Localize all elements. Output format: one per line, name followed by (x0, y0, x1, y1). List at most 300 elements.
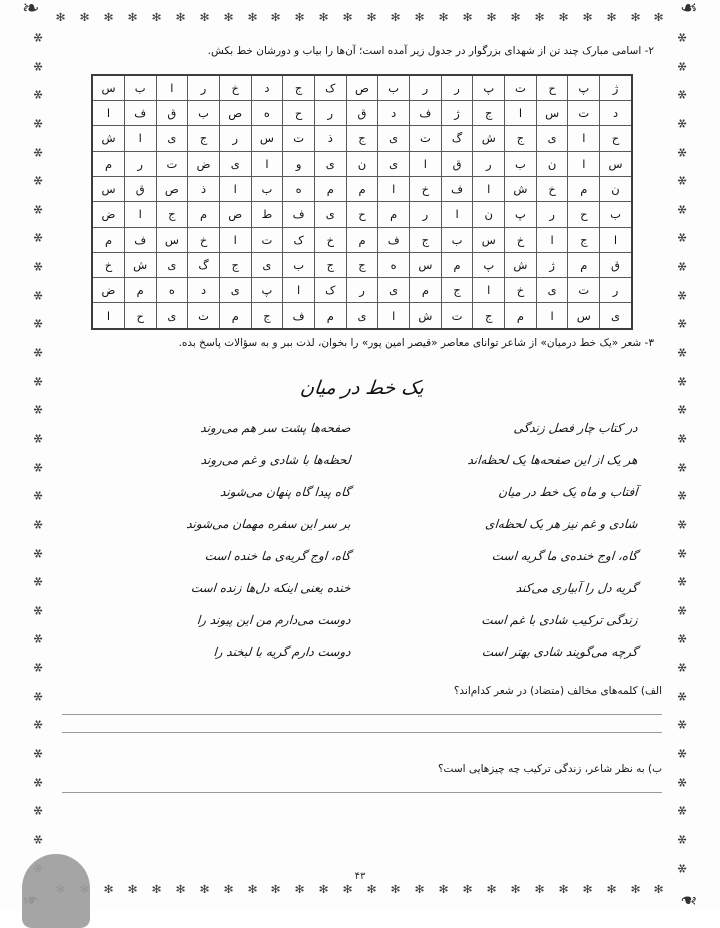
wordsearch-cell[interactable]: ا (378, 176, 410, 201)
wordsearch-cell[interactable]: م (219, 303, 251, 329)
border-ornament-icon: ✻ (675, 547, 689, 559)
wordsearch-row (92, 75, 632, 101)
wordsearch-cell[interactable]: ق (600, 252, 632, 277)
border-ornament-icon: ✻ (630, 882, 641, 896)
border-ornament-icon: ✻ (31, 490, 45, 501)
wordsearch-cell[interactable]: خ (219, 75, 251, 101)
wordsearch-cell[interactable]: ف (378, 227, 410, 252)
wordsearch-cell[interactable]: س (92, 176, 124, 201)
wordsearch-cell[interactable]: ی (378, 126, 410, 151)
wordsearch-cell[interactable]: د (600, 101, 632, 126)
thumb-artifact (22, 854, 90, 928)
wordsearch-cell[interactable]: ش (505, 176, 537, 201)
border-ornament-icon: ✻ (414, 882, 425, 896)
wordsearch-cell[interactable]: خ (536, 176, 568, 201)
wordsearch-row (92, 303, 632, 329)
border-ornament-icon: ✻ (223, 10, 234, 24)
border-ornament-icon: ✻ (31, 834, 45, 845)
answer-line-b-1[interactable] (62, 791, 662, 793)
wordsearch-cell[interactable]: م (441, 252, 473, 277)
wordsearch-cell[interactable]: خ (505, 227, 537, 252)
poem-line (78, 549, 646, 563)
wordsearch-cell[interactable]: ی (600, 303, 632, 329)
border-ornament-icon: ✻ (342, 10, 353, 24)
border-ornament-icon: ✻ (510, 10, 521, 24)
poem-hemistich-left: صفحه‌ها پشت سر هم می‌روند (199, 421, 352, 436)
border-ornament-icon: ✻ (438, 882, 449, 896)
wordsearch-cell[interactable]: م (346, 176, 378, 201)
wordsearch-cell[interactable]: ج (283, 75, 315, 101)
wordsearch-cell[interactable]: م (346, 227, 378, 252)
wordsearch-cell[interactable]: ا (156, 75, 188, 101)
wordsearch-cell[interactable]: ا (600, 227, 632, 252)
corner-ornament-top-left-icon: ❧ (22, 0, 40, 20)
wordsearch-cell[interactable]: د (251, 75, 283, 101)
wordsearch-cell[interactable]: ج (346, 252, 378, 277)
wordsearch-cell[interactable]: ش (92, 126, 124, 151)
wordsearch-cell[interactable]: ب (251, 176, 283, 201)
border-ornament-icon: ✻ (414, 10, 425, 24)
wordsearch-cell[interactable]: ج (251, 303, 283, 329)
wordsearch-cell[interactable]: ی (251, 252, 283, 277)
wordsearch-cell[interactable]: ر (314, 101, 346, 126)
wordsearch-cell[interactable]: ه (378, 252, 410, 277)
wordsearch-cell[interactable]: ر (410, 202, 442, 227)
wordsearch-cell[interactable]: ی (314, 202, 346, 227)
poem-line (78, 613, 646, 627)
wordsearch-cell[interactable]: ر (600, 278, 632, 303)
wordsearch-cell[interactable]: ج (473, 303, 505, 329)
border-ornament-icon: ✻ (199, 10, 210, 24)
wordsearch-cell[interactable]: ا (568, 126, 600, 151)
wordsearch-cell[interactable]: ف (283, 202, 315, 227)
poem-hemistich-left: دوست می‌دارم من این پیوند را (196, 613, 352, 628)
wordsearch-cell[interactable]: و (283, 151, 315, 176)
border-ornament-icon: ✻ (675, 719, 689, 730)
poem-hemistich-left: لحظه‌ها با شادی و غم می‌روند (200, 453, 352, 468)
border-ornament-icon: ✻ (31, 576, 45, 587)
wordsearch-cell[interactable]: ی (346, 303, 378, 329)
border-ornament-icon: ✻ (31, 777, 45, 788)
wordsearch-cell[interactable]: ی (536, 278, 568, 303)
border-ornament-icon: ✻ (151, 882, 162, 896)
wordsearch-cell[interactable]: پ (251, 278, 283, 303)
border-ornament-icon: ✻ (653, 10, 664, 24)
page-number: ۴۳ (354, 871, 366, 882)
wordsearch-cell[interactable]: ب (505, 151, 537, 176)
wordsearch-body (92, 75, 632, 329)
wordsearch-cell[interactable]: ه (156, 278, 188, 303)
poem-hemistich-right: شادی و غم نیز هر یک لحظه‌ای (485, 517, 639, 532)
wordsearch-row (92, 252, 632, 277)
border-ornament-icon: ✻ (675, 662, 689, 673)
wordsearch-cell[interactable]: ا (473, 278, 505, 303)
wordsearch-cell[interactable]: ت (568, 278, 600, 303)
border-ornament-icon: ✻ (318, 882, 329, 896)
wordsearch-cell[interactable]: ف (124, 227, 156, 252)
answer-line-a-1[interactable] (62, 713, 662, 715)
wordsearch-cell[interactable]: ن (346, 151, 378, 176)
wordsearch-row (92, 126, 632, 151)
wordsearch-cell[interactable]: ض (188, 151, 220, 176)
poem-hemistich-right: گاه، اوج خنده‌ی ما گریه است (491, 549, 639, 564)
border-ornaments-right (671, 32, 693, 874)
border-ornament-icon: ✻ (606, 882, 617, 896)
wordsearch-cell[interactable]: ذ (188, 176, 220, 201)
border-ornament-icon: ✻ (675, 232, 689, 244)
border-ornament-icon: ✻ (247, 882, 258, 896)
wordsearch-cell[interactable]: م (188, 202, 220, 227)
border-ornament-icon: ✻ (366, 882, 377, 896)
wordsearch-cell[interactable]: ا (92, 101, 124, 126)
wordsearch-cell[interactable]: ا (536, 303, 568, 329)
wordsearch-cell[interactable]: ش (473, 126, 505, 151)
border-ornament-icon: ✻ (390, 10, 401, 24)
wordsearch-cell[interactable]: ش (124, 252, 156, 277)
wordsearch-cell[interactable]: ت (251, 227, 283, 252)
wordsearch-cell[interactable]: ب (600, 202, 632, 227)
wordsearch-cell[interactable]: ر (124, 151, 156, 176)
wordsearch-cell[interactable]: م (124, 278, 156, 303)
poem-hemistich-left: گاه پیدا گاه پنهان می‌شوند (219, 485, 352, 500)
wordsearch-cell[interactable]: ت (188, 303, 220, 329)
wordsearch-cell[interactable]: ت (410, 126, 442, 151)
border-ornament-icon: ✻ (558, 10, 569, 24)
wordsearch-cell[interactable]: ک (314, 278, 346, 303)
border-ornament-icon: ✻ (675, 146, 689, 158)
wordsearch-cell[interactable]: س (536, 101, 568, 126)
wordsearch-cell[interactable]: ق (441, 151, 473, 176)
border-ornament-icon: ✻ (438, 10, 449, 24)
border-ornament-icon: ✻ (31, 719, 45, 730)
wordsearch-cell[interactable]: ن (536, 151, 568, 176)
poem-hemistich-left: دوست دارم گریه با لبخند را (212, 645, 352, 660)
border-ornament-icon: ✻ (31, 318, 45, 329)
wordsearch-cell[interactable]: ی (536, 126, 568, 151)
wordsearch-cell[interactable]: ص (156, 176, 188, 201)
wordsearch-cell[interactable]: ر (441, 75, 473, 101)
border-ornament-icon: ✻ (294, 10, 306, 24)
wordsearch-cell[interactable]: س (600, 151, 632, 176)
wordsearch-cell[interactable]: ج (568, 227, 600, 252)
wordsearch-row (92, 151, 632, 176)
wordsearch-cell[interactable]: ا (473, 176, 505, 201)
wordsearch-cell[interactable]: ص (346, 75, 378, 101)
border-ornament-icon: ✻ (31, 547, 45, 559)
border-ornament-icon: ✻ (675, 61, 689, 72)
wordsearch-cell[interactable]: ک (283, 227, 315, 252)
wordsearch-cell[interactable]: ب (188, 101, 220, 126)
border-ornament-icon: ✻ (675, 433, 689, 444)
border-ornament-icon: ✻ (486, 882, 497, 896)
border-ornament-icon: ✻ (31, 204, 45, 215)
wordsearch-container (62, 74, 662, 330)
wordsearch-cell[interactable]: ح (568, 202, 600, 227)
wordsearch-row (92, 278, 632, 303)
wordsearch-row (92, 176, 632, 201)
wordsearch-cell[interactable]: ح (536, 75, 568, 101)
border-ornament-icon: ✻ (31, 347, 45, 358)
wordsearch-cell[interactable]: ق (124, 176, 156, 201)
wordsearch-cell[interactable]: م (314, 303, 346, 329)
wordsearch-cell[interactable]: خ (92, 252, 124, 277)
wordsearch-cell[interactable]: گ (188, 252, 220, 277)
wordsearch-cell[interactable]: ر (536, 202, 568, 227)
wordsearch-cell[interactable]: خ (314, 227, 346, 252)
wordsearch-cell[interactable]: ا (378, 303, 410, 329)
wordsearch-cell[interactable]: ت (568, 101, 600, 126)
wordsearch-cell[interactable]: د (188, 278, 220, 303)
wordsearch-cell[interactable]: س (410, 252, 442, 277)
border-ornament-icon: ✻ (675, 777, 689, 788)
poem-hemistich-left: خنده یعنی اینکه دل‌ها زنده است (190, 581, 352, 596)
border-ornament-icon: ✻ (31, 232, 45, 244)
wordsearch-cell[interactable]: س (156, 227, 188, 252)
poem-line (78, 517, 646, 531)
border-ornament-icon: ✻ (675, 404, 689, 415)
border-ornament-icon: ✻ (270, 882, 282, 896)
answer-line-a-2[interactable] (62, 731, 662, 733)
border-ornament-icon: ✻ (103, 10, 114, 24)
wordsearch-cell[interactable]: ت (441, 303, 473, 329)
corner-ornament-bottom-right-icon: ❧ (680, 888, 698, 912)
wordsearch-cell[interactable]: ا (441, 202, 473, 227)
wordsearch-cell[interactable]: ا (124, 202, 156, 227)
border-ornaments-top (56, 6, 664, 28)
border-ornament-icon: ✻ (675, 576, 689, 587)
wordsearch-cell[interactable]: ط (251, 202, 283, 227)
subquestion-b-block (62, 763, 662, 793)
border-ornament-icon: ✻ (675, 863, 689, 874)
wordsearch-row (92, 202, 632, 227)
wordsearch-cell[interactable]: ش (505, 252, 537, 277)
wordsearch-grid[interactable] (91, 74, 633, 330)
border-ornament-icon: ✻ (199, 882, 210, 896)
wordsearch-cell[interactable]: ت (505, 75, 537, 101)
wordsearch-cell[interactable]: م (568, 176, 600, 201)
poem-hemistich-left: بر سر این سفره مهمان می‌شوند (185, 517, 352, 532)
poem-body (62, 421, 662, 659)
border-ornament-icon: ✻ (582, 882, 593, 896)
wordsearch-cell[interactable]: ح (600, 126, 632, 151)
wordsearch-cell[interactable]: ج (410, 227, 442, 252)
wordsearch-cell[interactable]: ض (92, 202, 124, 227)
wordsearch-cell[interactable]: م (314, 176, 346, 201)
border-ornament-icon: ✻ (462, 10, 473, 24)
wordsearch-cell[interactable]: ی (156, 252, 188, 277)
wordsearch-cell[interactable]: ه (251, 101, 283, 126)
border-ornament-icon: ✻ (675, 89, 689, 100)
border-ornament-icon: ✻ (510, 882, 521, 896)
wordsearch-cell[interactable]: ژ (441, 101, 473, 126)
subquestion-a-text: الف) کلمه‌های مخالف (متضاد) در شعر کدام‌اند؟ (453, 685, 662, 698)
wordsearch-cell[interactable]: ج (346, 126, 378, 151)
wordsearch-cell[interactable]: ب (441, 227, 473, 252)
border-ornament-icon: ✻ (127, 10, 138, 24)
wordsearch-cell[interactable]: خ (410, 176, 442, 201)
border-ornament-icon: ✻ (342, 882, 353, 896)
wordsearch-cell[interactable]: ح (283, 101, 315, 126)
wordsearch-cell[interactable]: ا (219, 176, 251, 201)
subquestion-b-text: ب) به نظر شاعر، زندگی ترکیب چه چیزهایی است؟ (437, 763, 662, 776)
border-ornament-icon: ✻ (675, 691, 689, 702)
border-ornament-icon: ✻ (79, 10, 90, 24)
wordsearch-cell[interactable]: ه (283, 176, 315, 201)
border-ornament-icon: ✻ (31, 261, 45, 272)
wordsearch-cell[interactable]: م (92, 227, 124, 252)
wordsearch-cell[interactable]: ی (219, 151, 251, 176)
wordsearch-cell[interactable]: ژ (600, 75, 632, 101)
wordsearch-cell[interactable]: ح (124, 303, 156, 329)
corner-ornament-top-right-icon: ❧ (680, 0, 698, 20)
wordsearch-cell[interactable]: ا (124, 126, 156, 151)
poem-hemistich-right: هر یک از این صفحه‌ها یک لحظه‌اند (467, 453, 639, 468)
wordsearch-cell[interactable]: س (473, 227, 505, 252)
wordsearch-cell[interactable]: ا (505, 101, 537, 126)
wordsearch-cell[interactable]: ژ (536, 252, 568, 277)
wordsearch-cell[interactable]: ج (441, 278, 473, 303)
wordsearch-cell[interactable]: م (568, 252, 600, 277)
wordsearch-cell[interactable]: ب (124, 75, 156, 101)
border-ornament-icon: ✻ (558, 882, 569, 896)
wordsearch-cell[interactable]: ر (410, 75, 442, 101)
wordsearch-cell[interactable]: ج (188, 126, 220, 151)
border-ornament-icon: ✻ (606, 10, 617, 24)
border-ornament-icon: ✻ (31, 404, 45, 415)
wordsearch-cell[interactable]: ذ (314, 126, 346, 151)
wordsearch-cell[interactable]: م (92, 151, 124, 176)
wordsearch-cell[interactable]: ب (378, 75, 410, 101)
border-ornament-icon: ✻ (675, 261, 689, 272)
wordsearch-cell[interactable]: ی (378, 151, 410, 176)
wordsearch-cell[interactable]: خ (188, 227, 220, 252)
wordsearch-cell[interactable]: ک (314, 75, 346, 101)
border-ornament-icon: ✻ (31, 662, 45, 673)
wordsearch-cell[interactable]: ف (124, 101, 156, 126)
poem-line (78, 645, 646, 659)
wordsearch-cell[interactable]: م (410, 278, 442, 303)
poem-hemistich-right: آفتاب و ماه یک خط در میان (498, 485, 639, 500)
poem-line (78, 421, 646, 435)
poem-hemistich-right: گریه دل را آبیاری می‌کند (515, 581, 639, 596)
wordsearch-cell[interactable]: ا (410, 151, 442, 176)
poem-line (78, 485, 646, 499)
wordsearch-cell[interactable]: ی (156, 126, 188, 151)
wordsearch-cell[interactable]: پ (473, 75, 505, 101)
poem-hemistich-left: گاه، اوج گریه‌ی ما خنده است (204, 549, 352, 564)
wordsearch-cell[interactable]: ا (568, 151, 600, 176)
border-ornament-icon: ✻ (175, 882, 186, 896)
border-ornament-icon: ✻ (675, 175, 689, 186)
wordsearch-cell[interactable]: س (92, 75, 124, 101)
wordsearch-cell[interactable]: م (378, 202, 410, 227)
wordsearch-cell[interactable]: ا (283, 278, 315, 303)
wordsearch-cell[interactable]: پ (473, 252, 505, 277)
wordsearch-cell[interactable]: د (378, 101, 410, 126)
poem-hemistich-right: گرچه می‌گویند شادی بهتر است (481, 645, 639, 660)
wordsearch-cell[interactable]: ص (219, 101, 251, 126)
border-ornament-icon: ✻ (31, 605, 45, 616)
wordsearch-cell[interactable]: ا (536, 227, 568, 252)
wordsearch-cell[interactable]: ا (92, 303, 124, 329)
wordsearch-cell[interactable]: ش (410, 303, 442, 329)
wordsearch-cell[interactable]: ت (283, 126, 315, 151)
wordsearch-cell[interactable]: ی (378, 278, 410, 303)
wordsearch-cell[interactable]: پ (568, 75, 600, 101)
wordsearch-cell[interactable]: ج (505, 126, 537, 151)
border-ornament-icon: ✻ (486, 10, 497, 24)
wordsearch-cell[interactable]: گ (441, 126, 473, 151)
border-ornament-icon: ✻ (31, 633, 45, 645)
border-ornament-icon: ✻ (366, 10, 377, 24)
wordsearch-cell[interactable]: پ (505, 202, 537, 227)
border-ornament-icon: ✻ (675, 748, 689, 759)
wordsearch-cell[interactable]: ج (473, 101, 505, 126)
border-ornament-icon: ✻ (675, 347, 689, 358)
wordsearch-cell[interactable]: ا (219, 227, 251, 252)
wordsearch-cell[interactable]: ف (283, 303, 315, 329)
border-ornament-icon: ✻ (653, 882, 664, 896)
wordsearch-cell[interactable]: ر (219, 126, 251, 151)
wordsearch-cell[interactable]: ج (314, 252, 346, 277)
wordsearch-row (92, 227, 632, 252)
border-ornament-icon: ✻ (31, 61, 45, 72)
wordsearch-cell[interactable]: ن (473, 202, 505, 227)
border-ornament-icon: ✻ (31, 519, 45, 530)
wordsearch-cell[interactable]: س (251, 126, 283, 151)
border-ornament-icon: ✻ (318, 10, 329, 24)
subquestion-a-block (62, 685, 662, 733)
border-ornament-icon: ✻ (31, 89, 45, 100)
wordsearch-cell[interactable]: ق (156, 101, 188, 126)
wordsearch-cell[interactable]: ب (283, 252, 315, 277)
border-ornament-icon: ✻ (127, 882, 138, 896)
wordsearch-cell[interactable]: ی (219, 278, 251, 303)
wordsearch-cell[interactable]: س (568, 303, 600, 329)
border-ornament-icon: ✻ (462, 882, 473, 896)
wordsearch-cell[interactable]: م (505, 303, 537, 329)
border-ornament-icon: ✻ (534, 10, 545, 24)
poem-hemistich-right: در کتاب چار فصل زندگی (513, 421, 639, 436)
wordsearch-cell[interactable]: ق (346, 101, 378, 126)
border-ornament-icon: ✻ (31, 805, 45, 816)
wordsearch-cell[interactable]: ف (441, 176, 473, 201)
wordsearch-cell[interactable]: ض (92, 278, 124, 303)
wordsearch-cell[interactable]: ح (346, 202, 378, 227)
wordsearch-cell[interactable]: ا (251, 151, 283, 176)
border-ornament-icon: ✻ (223, 882, 234, 896)
wordsearch-cell[interactable]: ن (600, 176, 632, 201)
wordsearch-cell[interactable]: ص (219, 202, 251, 227)
wordsearch-cell[interactable]: ج (156, 202, 188, 227)
border-ornament-icon: ✻ (675, 490, 689, 501)
wordsearch-cell[interactable]: خ (505, 278, 537, 303)
wordsearch-cell[interactable]: ر (188, 75, 220, 101)
wordsearch-cell[interactable]: ر (473, 151, 505, 176)
wordsearch-cell[interactable]: ج (219, 252, 251, 277)
border-ornament-icon: ✻ (31, 118, 45, 129)
border-ornament-icon: ✻ (31, 433, 45, 444)
wordsearch-cell[interactable]: ر (346, 278, 378, 303)
border-ornament-icon: ✻ (175, 10, 186, 24)
wordsearch-cell[interactable]: ی (156, 303, 188, 329)
wordsearch-cell[interactable]: ی (314, 151, 346, 176)
question-3-text: ۳- شعر «یک خط درمیان» از شاعر توانای معاصر «قیصر امین پور» را بخوان، لذت ببر و به سؤالات پاسخ بده. (178, 336, 654, 349)
border-ornament-icon: ✻ (390, 882, 401, 896)
wordsearch-cell[interactable]: ف (410, 101, 442, 126)
wordsearch-cell[interactable]: ت (156, 151, 188, 176)
border-ornament-icon: ✻ (675, 834, 689, 845)
